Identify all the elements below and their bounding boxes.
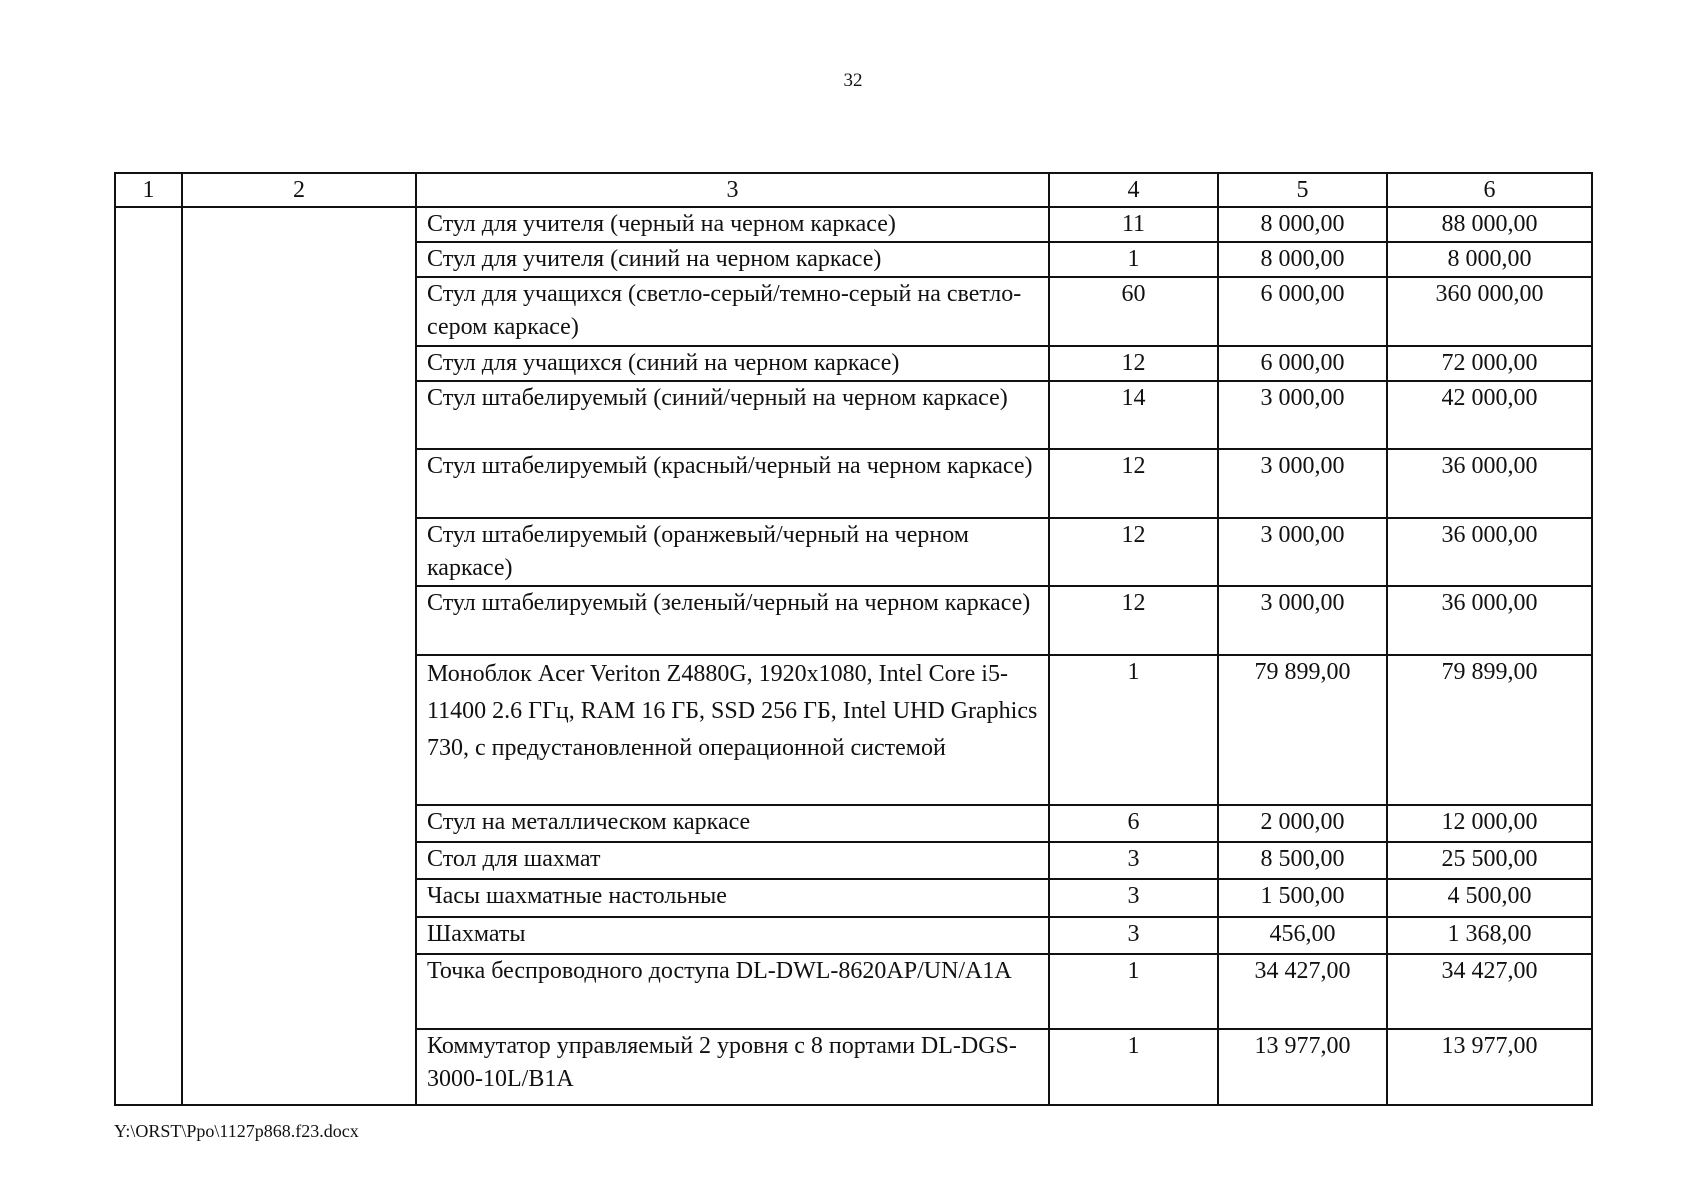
quantity-cell: 3 [1049, 879, 1218, 917]
total-cell: 360 000,00 [1387, 277, 1592, 346]
header-cell: 2 [182, 173, 416, 207]
merged-cell-col1 [115, 207, 182, 1105]
header-cell: 6 [1387, 173, 1592, 207]
item-name-cell: Коммутатор управляемый 2 уровня с 8 портами DL-DGS-3000-10L/B1A [416, 1029, 1049, 1105]
quantity-cell: 1 [1049, 242, 1218, 277]
unit-price-cell: 8 000,00 [1218, 207, 1387, 242]
unit-price-cell: 3 000,00 [1218, 449, 1387, 518]
total-cell: 36 000,00 [1387, 518, 1592, 586]
quantity-cell: 12 [1049, 449, 1218, 518]
quantity-cell: 11 [1049, 207, 1218, 242]
unit-price-cell: 6 000,00 [1218, 277, 1387, 346]
item-name-cell: Стул штабелируемый (зеленый/черный на черном каркасе) [416, 586, 1049, 655]
total-cell: 4 500,00 [1387, 879, 1592, 917]
item-name-cell: Моноблок Acer Veriton Z4880G, 1920x1080, Intel Core i5-11400 2.6 ГГц, RAM 16 ГБ, SSD 256 ГБ, Intel UHD Graphics 730, с предустановленной операционной системой [416, 655, 1049, 805]
item-name-cell: Стул на металлическом каркасе [416, 805, 1049, 842]
item-name-cell: Стул для учителя (черный на черном каркасе) [416, 207, 1049, 242]
total-cell: 42 000,00 [1387, 381, 1592, 449]
quantity-cell: 1 [1049, 954, 1218, 1029]
total-cell: 34 427,00 [1387, 954, 1592, 1029]
quantity-cell: 12 [1049, 346, 1218, 381]
unit-price-cell: 2 000,00 [1218, 805, 1387, 842]
header-row [115, 173, 1592, 207]
total-cell: 79 899,00 [1387, 655, 1592, 805]
total-cell: 1 368,00 [1387, 917, 1592, 954]
total-cell: 25 500,00 [1387, 842, 1592, 879]
unit-price-cell: 3 000,00 [1218, 518, 1387, 586]
unit-price-cell: 3 000,00 [1218, 381, 1387, 449]
unit-price-cell: 13 977,00 [1218, 1029, 1387, 1105]
merged-cell-col2 [182, 207, 416, 1105]
item-name-cell: Стул для учащихся (синий на черном каркасе) [416, 346, 1049, 381]
quantity-cell: 3 [1049, 917, 1218, 954]
header-cell: 5 [1218, 173, 1387, 207]
total-cell: 13 977,00 [1387, 1029, 1592, 1105]
item-name-cell: Стул для учащихся (светло-серый/темно-серый на светло-сером каркасе) [416, 277, 1049, 346]
item-name-cell: Стол для шахмат [416, 842, 1049, 879]
unit-price-cell: 6 000,00 [1218, 346, 1387, 381]
quantity-cell: 12 [1049, 586, 1218, 655]
header-cell: 4 [1049, 173, 1218, 207]
header-cell: 1 [115, 173, 182, 207]
footer-file-path: Y:\ORST\Ppo\1127p868.f23.docx [114, 1121, 359, 1141]
quantity-cell: 12 [1049, 518, 1218, 586]
quantity-cell: 1 [1049, 1029, 1218, 1105]
total-cell: 8 000,00 [1387, 242, 1592, 277]
total-cell: 12 000,00 [1387, 805, 1592, 842]
total-cell: 72 000,00 [1387, 346, 1592, 381]
page-number: 32 [843, 70, 863, 91]
unit-price-cell: 8 500,00 [1218, 842, 1387, 879]
unit-price-cell: 3 000,00 [1218, 586, 1387, 655]
unit-price-cell: 1 500,00 [1218, 879, 1387, 917]
item-name-cell: Стул штабелируемый (красный/черный на черном каркасе) [416, 449, 1049, 518]
item-name-cell: Стул штабелируемый (оранжевый/черный на черном каркасе) [416, 518, 1049, 586]
quantity-cell: 14 [1049, 381, 1218, 449]
unit-price-cell: 456,00 [1218, 917, 1387, 954]
unit-price-cell: 8 000,00 [1218, 242, 1387, 277]
items-table [114, 172, 1593, 1106]
item-name-cell: Шахматы [416, 917, 1049, 954]
total-cell: 36 000,00 [1387, 449, 1592, 518]
quantity-cell: 60 [1049, 277, 1218, 346]
item-name-cell: Точка беспроводного доступа DL-DWL-8620AP/UN/A1A [416, 954, 1049, 1029]
quantity-cell: 6 [1049, 805, 1218, 842]
header-cell: 3 [416, 173, 1049, 207]
unit-price-cell: 79 899,00 [1218, 655, 1387, 805]
total-cell: 88 000,00 [1387, 207, 1592, 242]
item-name-cell: Стул для учителя (синий на черном каркасе) [416, 242, 1049, 277]
table-row [115, 207, 1592, 242]
item-name-cell: Стул штабелируемый (синий/черный на черном каркасе) [416, 381, 1049, 449]
unit-price-cell: 34 427,00 [1218, 954, 1387, 1029]
quantity-cell: 1 [1049, 655, 1218, 805]
quantity-cell: 3 [1049, 842, 1218, 879]
total-cell: 36 000,00 [1387, 586, 1592, 655]
item-name-cell: Часы шахматные настольные [416, 879, 1049, 917]
